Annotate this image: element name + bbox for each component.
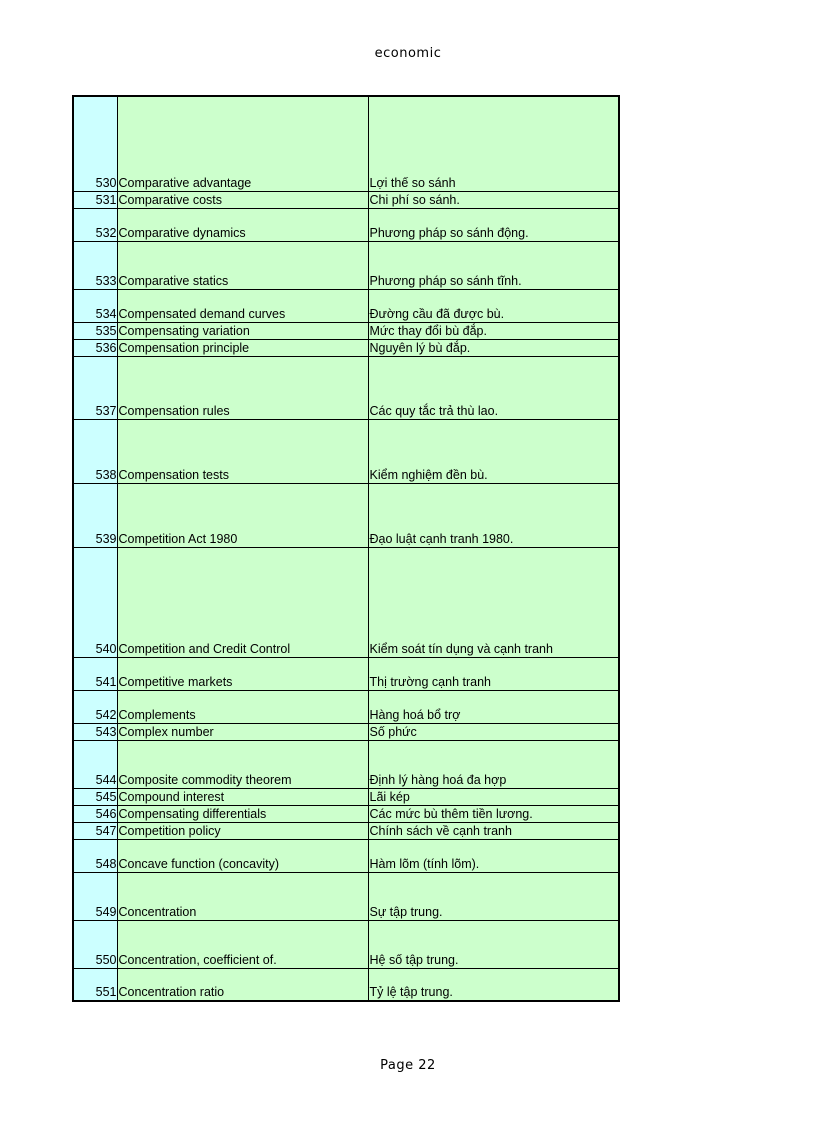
entry-translation: Kiểm soát tín dụng và cạnh tranh bbox=[368, 547, 619, 657]
entry-term: Complex number bbox=[117, 723, 368, 740]
entry-translation: Tỷ lệ tập trung. bbox=[368, 968, 619, 1001]
entry-term: Competition Act 1980 bbox=[117, 483, 368, 547]
entry-number: 535 bbox=[73, 322, 117, 339]
entry-number: 531 bbox=[73, 191, 117, 208]
entry-translation: Định lý hàng hoá đa hợp bbox=[368, 740, 619, 788]
entry-term: Compensation principle bbox=[117, 339, 368, 356]
glossary-body bbox=[73, 96, 619, 1001]
table-row bbox=[73, 339, 619, 356]
entry-term: Comparative advantage bbox=[117, 96, 368, 191]
entry-translation: Các mức bù thêm tiền lương. bbox=[368, 805, 619, 822]
page-footer: Page 22 bbox=[380, 1058, 436, 1073]
table-row bbox=[73, 241, 619, 289]
entry-term: Concentration, coefficient of. bbox=[117, 920, 368, 968]
entry-term: Compensating variation bbox=[117, 322, 368, 339]
entry-translation: Nguyên lý bù đắp. bbox=[368, 339, 619, 356]
entry-term: Concentration bbox=[117, 872, 368, 920]
table-row bbox=[73, 208, 619, 241]
table-row bbox=[73, 419, 619, 483]
table-row bbox=[73, 657, 619, 690]
entry-term: Compound interest bbox=[117, 788, 368, 805]
entry-number: 551 bbox=[73, 968, 117, 1001]
entry-term: Complements bbox=[117, 690, 368, 723]
table-row bbox=[73, 788, 619, 805]
glossary-table bbox=[72, 95, 620, 1002]
entry-number: 544 bbox=[73, 740, 117, 788]
table-row bbox=[73, 690, 619, 723]
entry-term: Comparative statics bbox=[117, 241, 368, 289]
entry-term: Compensated demand curves bbox=[117, 289, 368, 322]
entry-number: 536 bbox=[73, 339, 117, 356]
entry-number: 542 bbox=[73, 690, 117, 723]
entry-translation: Sự tập trung. bbox=[368, 872, 619, 920]
entry-number: 548 bbox=[73, 839, 117, 872]
entry-number: 540 bbox=[73, 547, 117, 657]
page-header: economic bbox=[374, 46, 442, 61]
entry-number: 534 bbox=[73, 289, 117, 322]
entry-translation: Hệ số tập trung. bbox=[368, 920, 619, 968]
entry-translation: Chính sách về cạnh tranh bbox=[368, 822, 619, 839]
entry-number: 547 bbox=[73, 822, 117, 839]
entry-number: 537 bbox=[73, 356, 117, 419]
table-row bbox=[73, 920, 619, 968]
entry-term: Concentration ratio bbox=[117, 968, 368, 1001]
entry-translation: Số phức bbox=[368, 723, 619, 740]
entry-translation: Lợi thế so sánh bbox=[368, 96, 619, 191]
table-row bbox=[73, 483, 619, 547]
entry-number: 541 bbox=[73, 657, 117, 690]
entry-number: 538 bbox=[73, 419, 117, 483]
entry-number: 546 bbox=[73, 805, 117, 822]
entry-translation: Chi phí so sánh. bbox=[368, 191, 619, 208]
table-row bbox=[73, 968, 619, 1001]
table-row bbox=[73, 289, 619, 322]
table-row bbox=[73, 805, 619, 822]
table-row bbox=[73, 740, 619, 788]
entry-translation: Hàng hoá bổ trợ bbox=[368, 690, 619, 723]
entry-number: 530 bbox=[73, 96, 117, 191]
entry-term: Comparative costs bbox=[117, 191, 368, 208]
entry-translation: Thị trường cạnh tranh bbox=[368, 657, 619, 690]
entry-number: 532 bbox=[73, 208, 117, 241]
entry-term: Compensating differentials bbox=[117, 805, 368, 822]
entry-translation: Kiểm nghiệm đền bù. bbox=[368, 419, 619, 483]
entry-number: 539 bbox=[73, 483, 117, 547]
entry-translation: Các quy tắc trả thù lao. bbox=[368, 356, 619, 419]
entry-number: 545 bbox=[73, 788, 117, 805]
entry-translation: Phương pháp so sánh tĩnh. bbox=[368, 241, 619, 289]
entry-number: 550 bbox=[73, 920, 117, 968]
entry-translation: Hàm lõm (tính lõm). bbox=[368, 839, 619, 872]
table-row bbox=[73, 547, 619, 657]
entry-term: Comparative dynamics bbox=[117, 208, 368, 241]
entry-term: Compensation rules bbox=[117, 356, 368, 419]
table-row bbox=[73, 839, 619, 872]
entry-term: Composite commodity theorem bbox=[117, 740, 368, 788]
entry-translation: Đạo luật cạnh tranh 1980. bbox=[368, 483, 619, 547]
entry-term: Competitive markets bbox=[117, 657, 368, 690]
entry-term: Compensation tests bbox=[117, 419, 368, 483]
table-row bbox=[73, 356, 619, 419]
entry-translation: Mức thay đổi bù đắp. bbox=[368, 322, 619, 339]
table-row bbox=[73, 322, 619, 339]
entry-term: Competition and Credit Control bbox=[117, 547, 368, 657]
entry-number: 549 bbox=[73, 872, 117, 920]
table-row bbox=[73, 191, 619, 208]
entry-translation: Đường cầu đã được bù. bbox=[368, 289, 619, 322]
entry-number: 543 bbox=[73, 723, 117, 740]
entry-translation: Lãi kép bbox=[368, 788, 619, 805]
table-row bbox=[73, 822, 619, 839]
entry-term: Competition policy bbox=[117, 822, 368, 839]
entry-term: Concave function (concavity) bbox=[117, 839, 368, 872]
table-row bbox=[73, 96, 619, 191]
entry-translation: Phương pháp so sánh động. bbox=[368, 208, 619, 241]
table-row bbox=[73, 872, 619, 920]
entry-number: 533 bbox=[73, 241, 117, 289]
table-row bbox=[73, 723, 619, 740]
